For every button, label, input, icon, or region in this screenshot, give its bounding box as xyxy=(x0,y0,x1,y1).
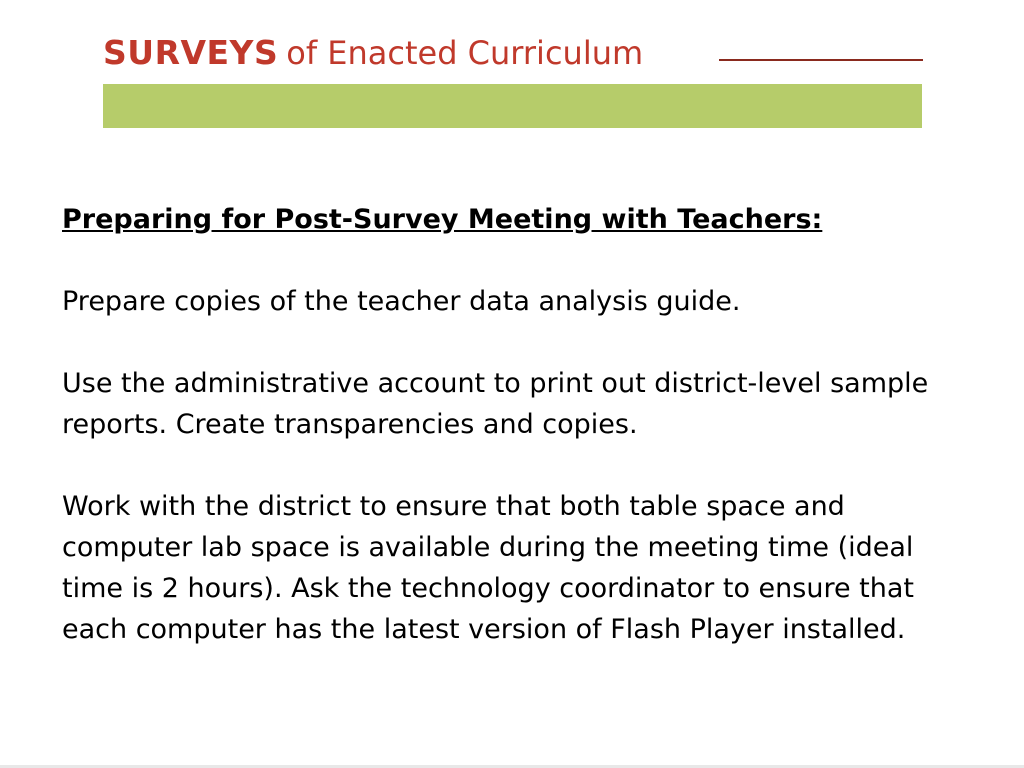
section-heading: Preparing for Post-Survey Meeting with Teachers: xyxy=(62,204,823,235)
green-banner xyxy=(103,84,922,128)
brand-logo xyxy=(103,33,644,72)
paragraph-lab-space: Work with the district to ensure that both table space and computer lab space is available during the meeting time (ideal time is 2 hours). Ask the technology coordinator to ensure that each computer has the latest version of Flash Player installed. xyxy=(62,491,914,645)
paragraph-reports: Use the administrative account to print out district-level sample reports. Create transparencies and copies. xyxy=(62,368,929,440)
paragraph-copies: Prepare copies of the teacher data analysis guide. xyxy=(62,286,741,317)
brand-rest-text: of Enacted Curriculum xyxy=(286,34,644,72)
brand-strong-text: SURVEYS xyxy=(103,33,279,72)
slide-body xyxy=(62,199,962,691)
header-rule xyxy=(719,59,923,61)
slide-header xyxy=(103,30,923,130)
